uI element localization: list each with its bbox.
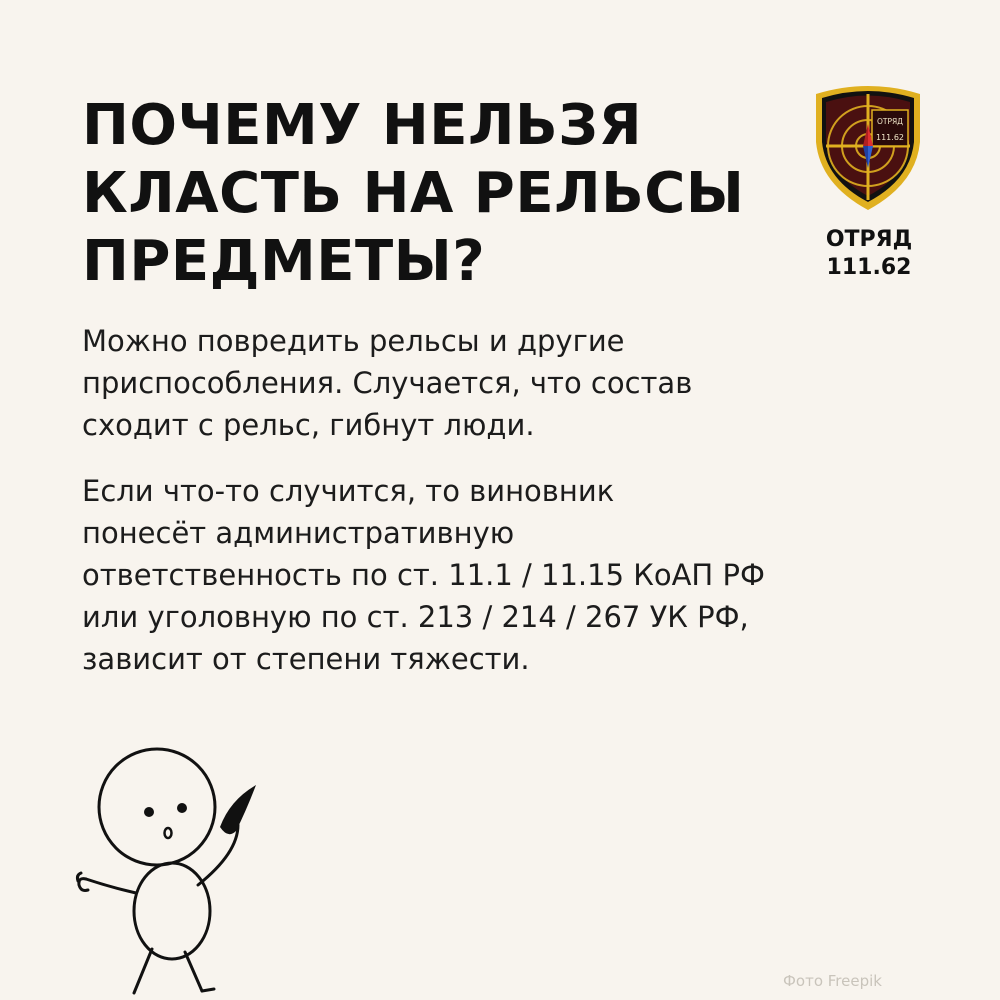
text-line: зависит от степени тяжести.: [82, 642, 530, 676]
stick-figure-icon: [70, 745, 270, 1000]
text-line: Можно повредить рельсы и другие: [82, 324, 625, 358]
text-line: сходит с рельс, гибнут люди.: [82, 408, 535, 442]
title-line: ПОЧЕМУ НЕЛЬЗЯ: [82, 93, 643, 158]
squad-name-line: ОТРЯД: [825, 227, 913, 252]
emblem-text-number: 111.62: [876, 133, 904, 142]
page-title: [82, 92, 782, 296]
text-line: или уголовную по ст. 213 / 214 / 267 УК РФ,: [82, 600, 749, 634]
squad-emblem-icon: [812, 80, 924, 212]
squad-name-line: 111.62: [826, 255, 912, 280]
title-line: ПРЕДМЕТЫ?: [82, 229, 486, 294]
emblem-text-top: ОТРЯД: [876, 117, 904, 126]
photo-credit: Фото Freepik: [783, 972, 882, 990]
title-line: КЛАСТЬ НА РЕЛЬСЫ: [82, 161, 745, 226]
squad-name: [800, 226, 938, 282]
text-line: понесёт административную: [82, 516, 515, 550]
paragraph-consequences: [82, 320, 802, 446]
text-line: ответственность по ст. 11.1 / 11.15 КоАП РФ: [82, 558, 765, 592]
text-line: Если что-то случится, то виновник: [82, 474, 615, 508]
paragraph-liability: [82, 470, 802, 680]
text-line: приспособления. Случается, что состав: [82, 366, 693, 400]
